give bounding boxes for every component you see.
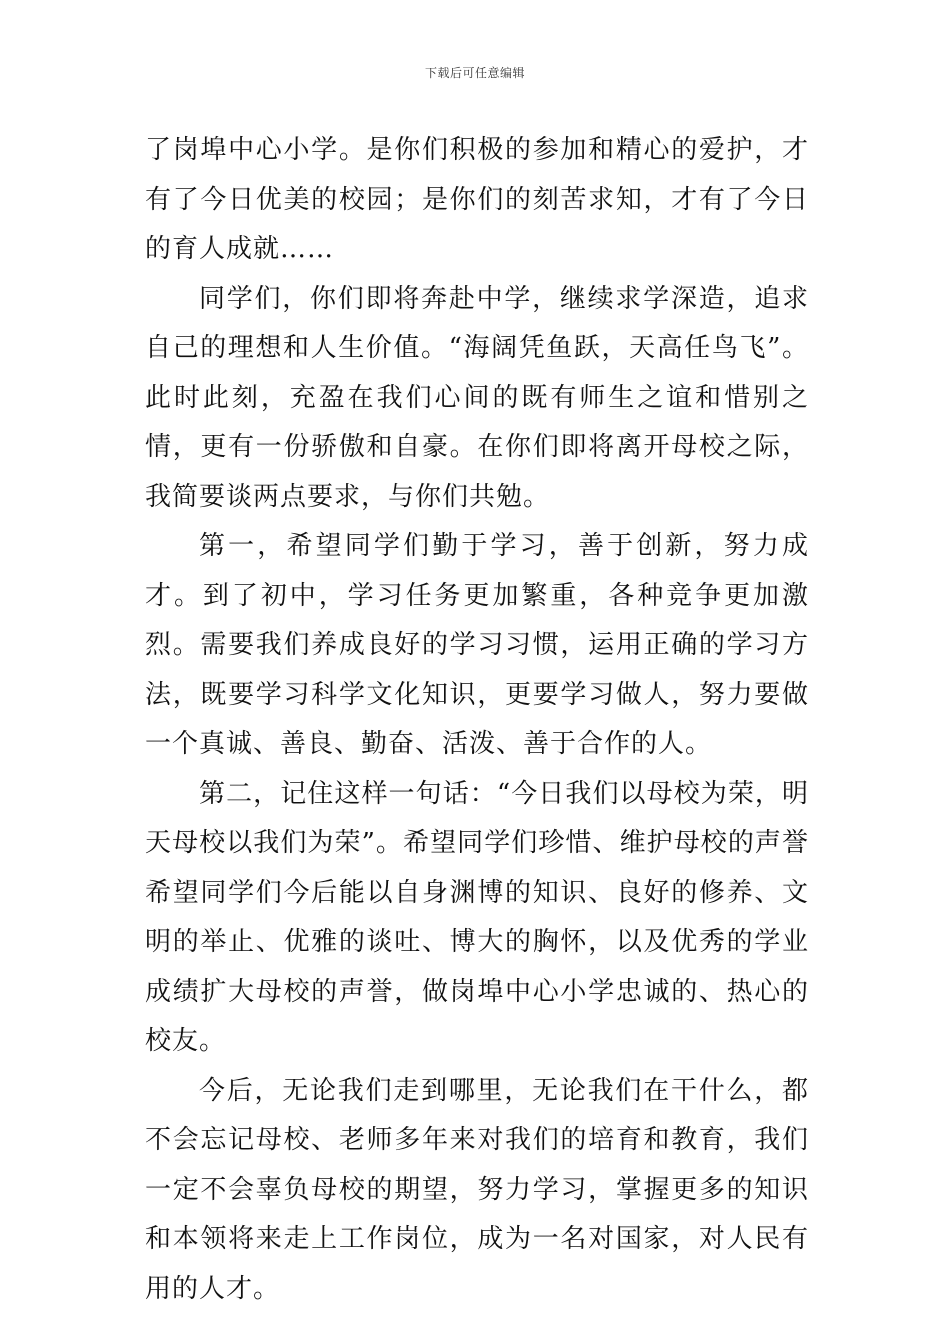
- page-header: 下载后可任意编辑: [424, 66, 525, 80]
- paragraph-4: 第二，记住这样一句话：“今日我们以母校为荣，明天母校以我们为荣”。希望同学们珍惜、维护母校的声誉希望同学们今后能以自身渊博的知识、良好的修养、文明的举止、优雅的谈吐、博大的胸怀，以及优秀的学业成绩扩大母校的声誉，做岗埠中心小学忠诚的、热心的校友。: [145, 778, 809, 1056]
- document-body: [145, 126, 809, 1314]
- paragraph-2: 同学们，你们即将奔赴中学，继续求学深造，追求自己的理想和人生价值。“海阔凭鱼跃，天高任鸟飞”。此时此刻，充盈在我们心间的既有师生之谊和惜别之情，更有一份骄傲和自豪。在你们即将离开母校之际，我简要谈两点要求，与你们共勉。: [145, 283, 809, 512]
- paragraph-3: 第一，希望同学们勤于学习，善于创新，努力成才。到了初中，学习任务更加繁重，各种竞争更加激烈。需要我们养成良好的学习习惯，运用正确的学习方法，既要学习科学文化知识，更要学习做人，努力要做一个真诚、善良、勤奋、活泼、善于合作的人。: [145, 531, 809, 759]
- paragraph-5: 今后，无论我们走到哪里，无论我们在干什么，都不会忘记母校、老师多年来对我们的培育和教育，我们一定不会辜负母校的期望，努力学习，掌握更多的知识和本领将来走上工作岗位，成为一名对国家，对人民有用的人才。: [145, 1075, 809, 1304]
- paragraph-1: 了岗埠中心小学。是你们积极的参加和精心的爱护，才有了今日优美的校园；是你们的刻苦求知，才有了今日的育人成就……: [145, 135, 809, 264]
